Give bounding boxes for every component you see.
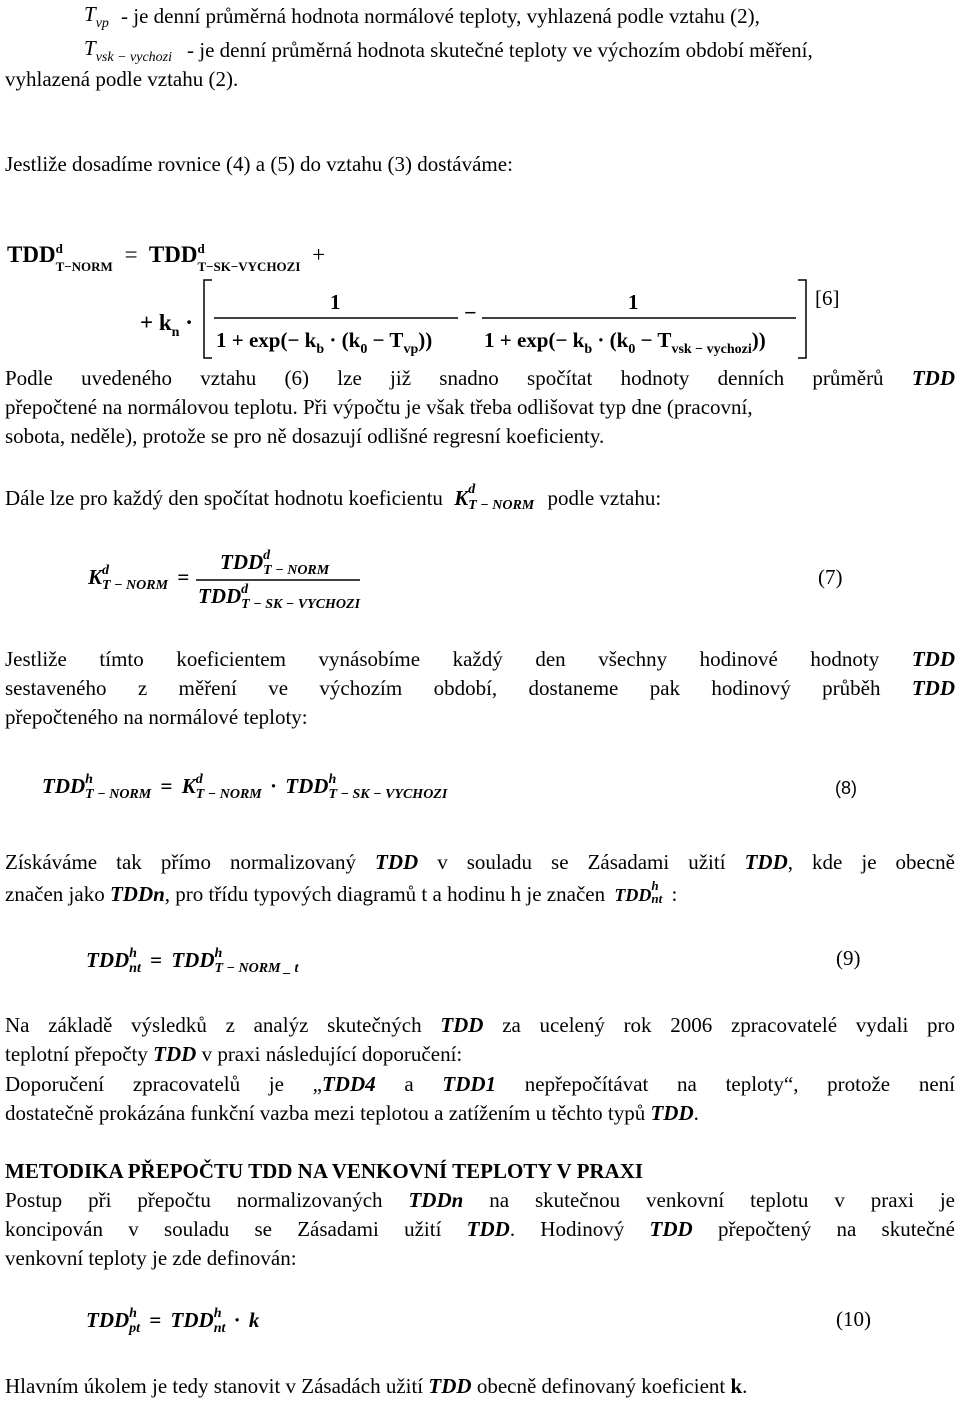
paragraph-4-line-2: značen jako TDDn, pro třídu typových diagramů t a hodinu h je značen TDD h nt :: [5, 878, 678, 906]
equation-7-number: (7): [818, 565, 843, 589]
tvp-definition: - je denní průměrná hodnota normálové teploty, vyhlazená podle vztahu (2),: [121, 4, 760, 28]
tvp-symbol: $T_{vp}$: [84, 2, 109, 31]
paragraph-5-line-2: teplotní přepočty TDD v praxi následující doporučení:: [5, 1042, 463, 1066]
equation-9: TDD h nt = TDD h T − NORM _ t: [86, 946, 299, 976]
equation-6-line1: TDD d T−NORM = TDD d T−SK−VYCHOZI +: [7, 241, 326, 274]
equation-8: TDD h T − NORM = K d T − NORM · TDD h T − SK − VYCHOZI: [42, 772, 448, 802]
intro-paragraph: Jestliže dosadíme rovnice (4) a (5) do vztahu (3) dostáváme:: [5, 152, 513, 176]
equation-6-den1: $1 + \exp(- k_b \cdot (k_0 - T_{vp}))$: [216, 328, 433, 357]
paragraph-2: Dále lze pro každý den spočítat hodnotu koeficientu K d T − NORM podle vztahu:: [5, 482, 662, 513]
equation-6-num1: 1: [330, 290, 341, 314]
equation-7-lhs: K d T − NORM =: [88, 563, 190, 593]
equation-6-number: [6]: [815, 286, 840, 310]
paragraph-7-line-2: koncipován v souladu se Zásadami užití TDD. Hodinový TDD přepočtený na skutečné: [5, 1217, 955, 1241]
paragraph-7-line-1: Postup při přepočtu normalizovaných TDDn na skutečnou venkovní teplotu v praxi je: [5, 1188, 955, 1212]
equation-10: TDD h pt = TDD h nt · k: [86, 1306, 260, 1336]
equation-9-number: (9): [836, 946, 861, 970]
paragraph-3-line-1: Jestliže tímto koeficientem vynásobíme každý den všechny hodinové hodnoty TDD: [5, 647, 955, 671]
equation-8-number: (8): [835, 778, 857, 798]
equation-7-fraction-bar: [196, 578, 396, 582]
tvsk-definition: - je denní průměrná hodnota skutečné teploty ve výchozím období měření,: [187, 38, 813, 62]
paragraph-5-line-1: Na základě výsledků z analýz skutečných TDD za ucelený rok 2006 zpracovatelé vydali pro: [5, 1013, 955, 1037]
paragraph-8: Hlavním úkolem je tedy stanovit v Zásadách užití TDD obecně definovaný koeficient k.: [5, 1374, 748, 1398]
equation-7-denominator: TDD d T − SK − VYCHOZI: [198, 582, 361, 612]
equation-6-num2: 1: [628, 290, 639, 314]
paragraph-6-line-2: dostatečně prokázána funkční vazba mezi teplotou a zatížením u těchto typů TDD.: [5, 1101, 699, 1125]
equation-10-number: (10): [836, 1307, 871, 1331]
tvsk-definition-cont: vyhlazená podle vztahu (2).: [5, 67, 239, 91]
paragraph-4-line-1: Získáváme tak přímo normalizovaný TDD v souladu se Zásadami užití TDD, kde je obecně: [5, 850, 955, 874]
paragraph-6-line-1: Doporučení zpracovatelů je „TDD4 a TDD1 nepřepočítávat na teploty“, protože není: [5, 1072, 955, 1096]
equation-6-minus: −: [464, 300, 477, 325]
paragraph-3-line-2: sestaveného z měření ve výchozím období, dostaneme pak hodinový průběh TDD: [5, 676, 955, 700]
paragraph-1-line-3: sobota, neděle), protože se pro ně dosazují odlišné regresní koeficienty.: [5, 424, 605, 448]
paragraph-1-line-1: Podle uvedeného vztahu (6) lze již snadno spočítat hodnoty denních průměrů TDD: [5, 366, 955, 390]
equation-7-numerator: TDD d T − NORM: [220, 548, 330, 578]
equation-6-kn: + $k_n$ ·: [140, 310, 193, 340]
paragraph-1-line-2: přepočtené na normálovou teplotu. Při výpočtu je však třeba odlišovat typ dne (pracovní,: [5, 395, 753, 419]
paragraph-3-line-3: přepočteného na normálové teploty:: [5, 705, 308, 729]
paragraph-7-line-3: venkovní teploty je zde definován:: [5, 1246, 297, 1270]
section-heading: METODIKA PŘEPOČTU TDD NA VENKOVNÍ TEPLOTY V PRAXI: [5, 1159, 644, 1183]
equation-6-den2: $1 + \exp(- k_b \cdot (k_0 - T_{vsk - vychozi}))$: [484, 328, 766, 357]
tvsk-symbol: $T_{vsk - vychozi}$: [84, 36, 172, 65]
